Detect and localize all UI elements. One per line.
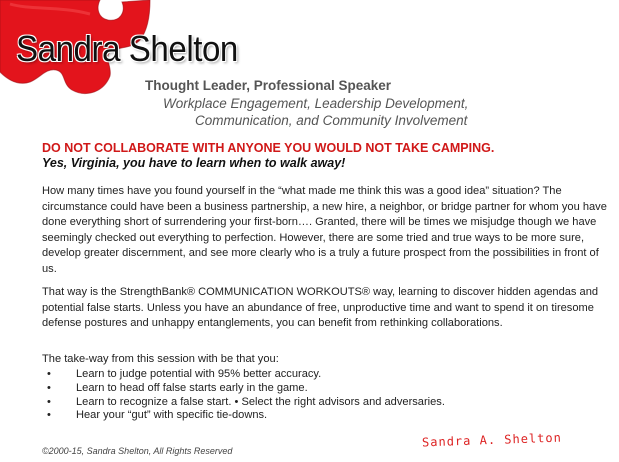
tagline-focus-1: Workplace Engagement, Leadership Development, — [163, 96, 469, 111]
list-item-text: Learn to head off false starts early in the game. — [76, 381, 308, 394]
list-item-text: Learn to recognize a false start. • Select the right advisors and adversaries. — [76, 395, 445, 408]
article-paragraph-3: The take-way from this session with be that you: — [42, 353, 279, 365]
tagline-focus-2: Communication, and Community Involvement — [195, 113, 468, 128]
list-item — [42, 368, 445, 382]
list-item-text: Hear your “gut” with specific tie-downs. — [76, 409, 268, 422]
list-item-text: Learn to judge potential with 95% better accuracy. — [76, 368, 322, 380]
takeaway-list — [42, 368, 445, 423]
bullet-icon: • — [47, 368, 51, 380]
bullet-icon: • — [47, 409, 51, 422]
bullet-icon: • — [47, 395, 51, 408]
article-paragraph-1: How many times have you found yourself in the “what made me think this was a good idea” situation? The circumstance could have been a business partnership, a new hire, a neighbor, or bridge partner for whom you have done everything short of surrendering your first-born…. Granted, there will be times we misjudge though we have seemingly checked out everything to perfection. However, there are some tried and true ways to be more sure, develop greater discernment, and see more clearly who is a truly a future prospect from the possibilities in front of us. — [42, 185, 607, 275]
article-paragraph-2: That way is the StrengthBank® COMMUNICATION WORKOUTS® way, learning to discover hidden agendas and potential false starts. Unless you have an abundance of free, unproductive time and want to spend it on tiresome defense postures and unhappy entanglements, you can benefit from rethinking collaborations. — [42, 286, 599, 330]
bullet-icon: • — [47, 381, 51, 394]
list-item — [42, 409, 445, 423]
signature: Sandra A. Shelton — [421, 430, 563, 450]
brand-name: Sandra Shelton — [16, 28, 238, 69]
list-item — [42, 382, 445, 396]
article-subhead: Yes, Virginia, you have to learn when to walk away! — [42, 156, 346, 170]
list-item — [42, 396, 445, 410]
tagline-title: Thought Leader, Professional Speaker — [145, 78, 392, 93]
article-headline: DO NOT COLLABORATE WITH ANYONE YOU WOULD NOT TAKE CAMPING. — [42, 141, 495, 155]
copyright-notice: ©2000-15, Sandra Shelton, All Rights Reserved — [42, 446, 233, 456]
